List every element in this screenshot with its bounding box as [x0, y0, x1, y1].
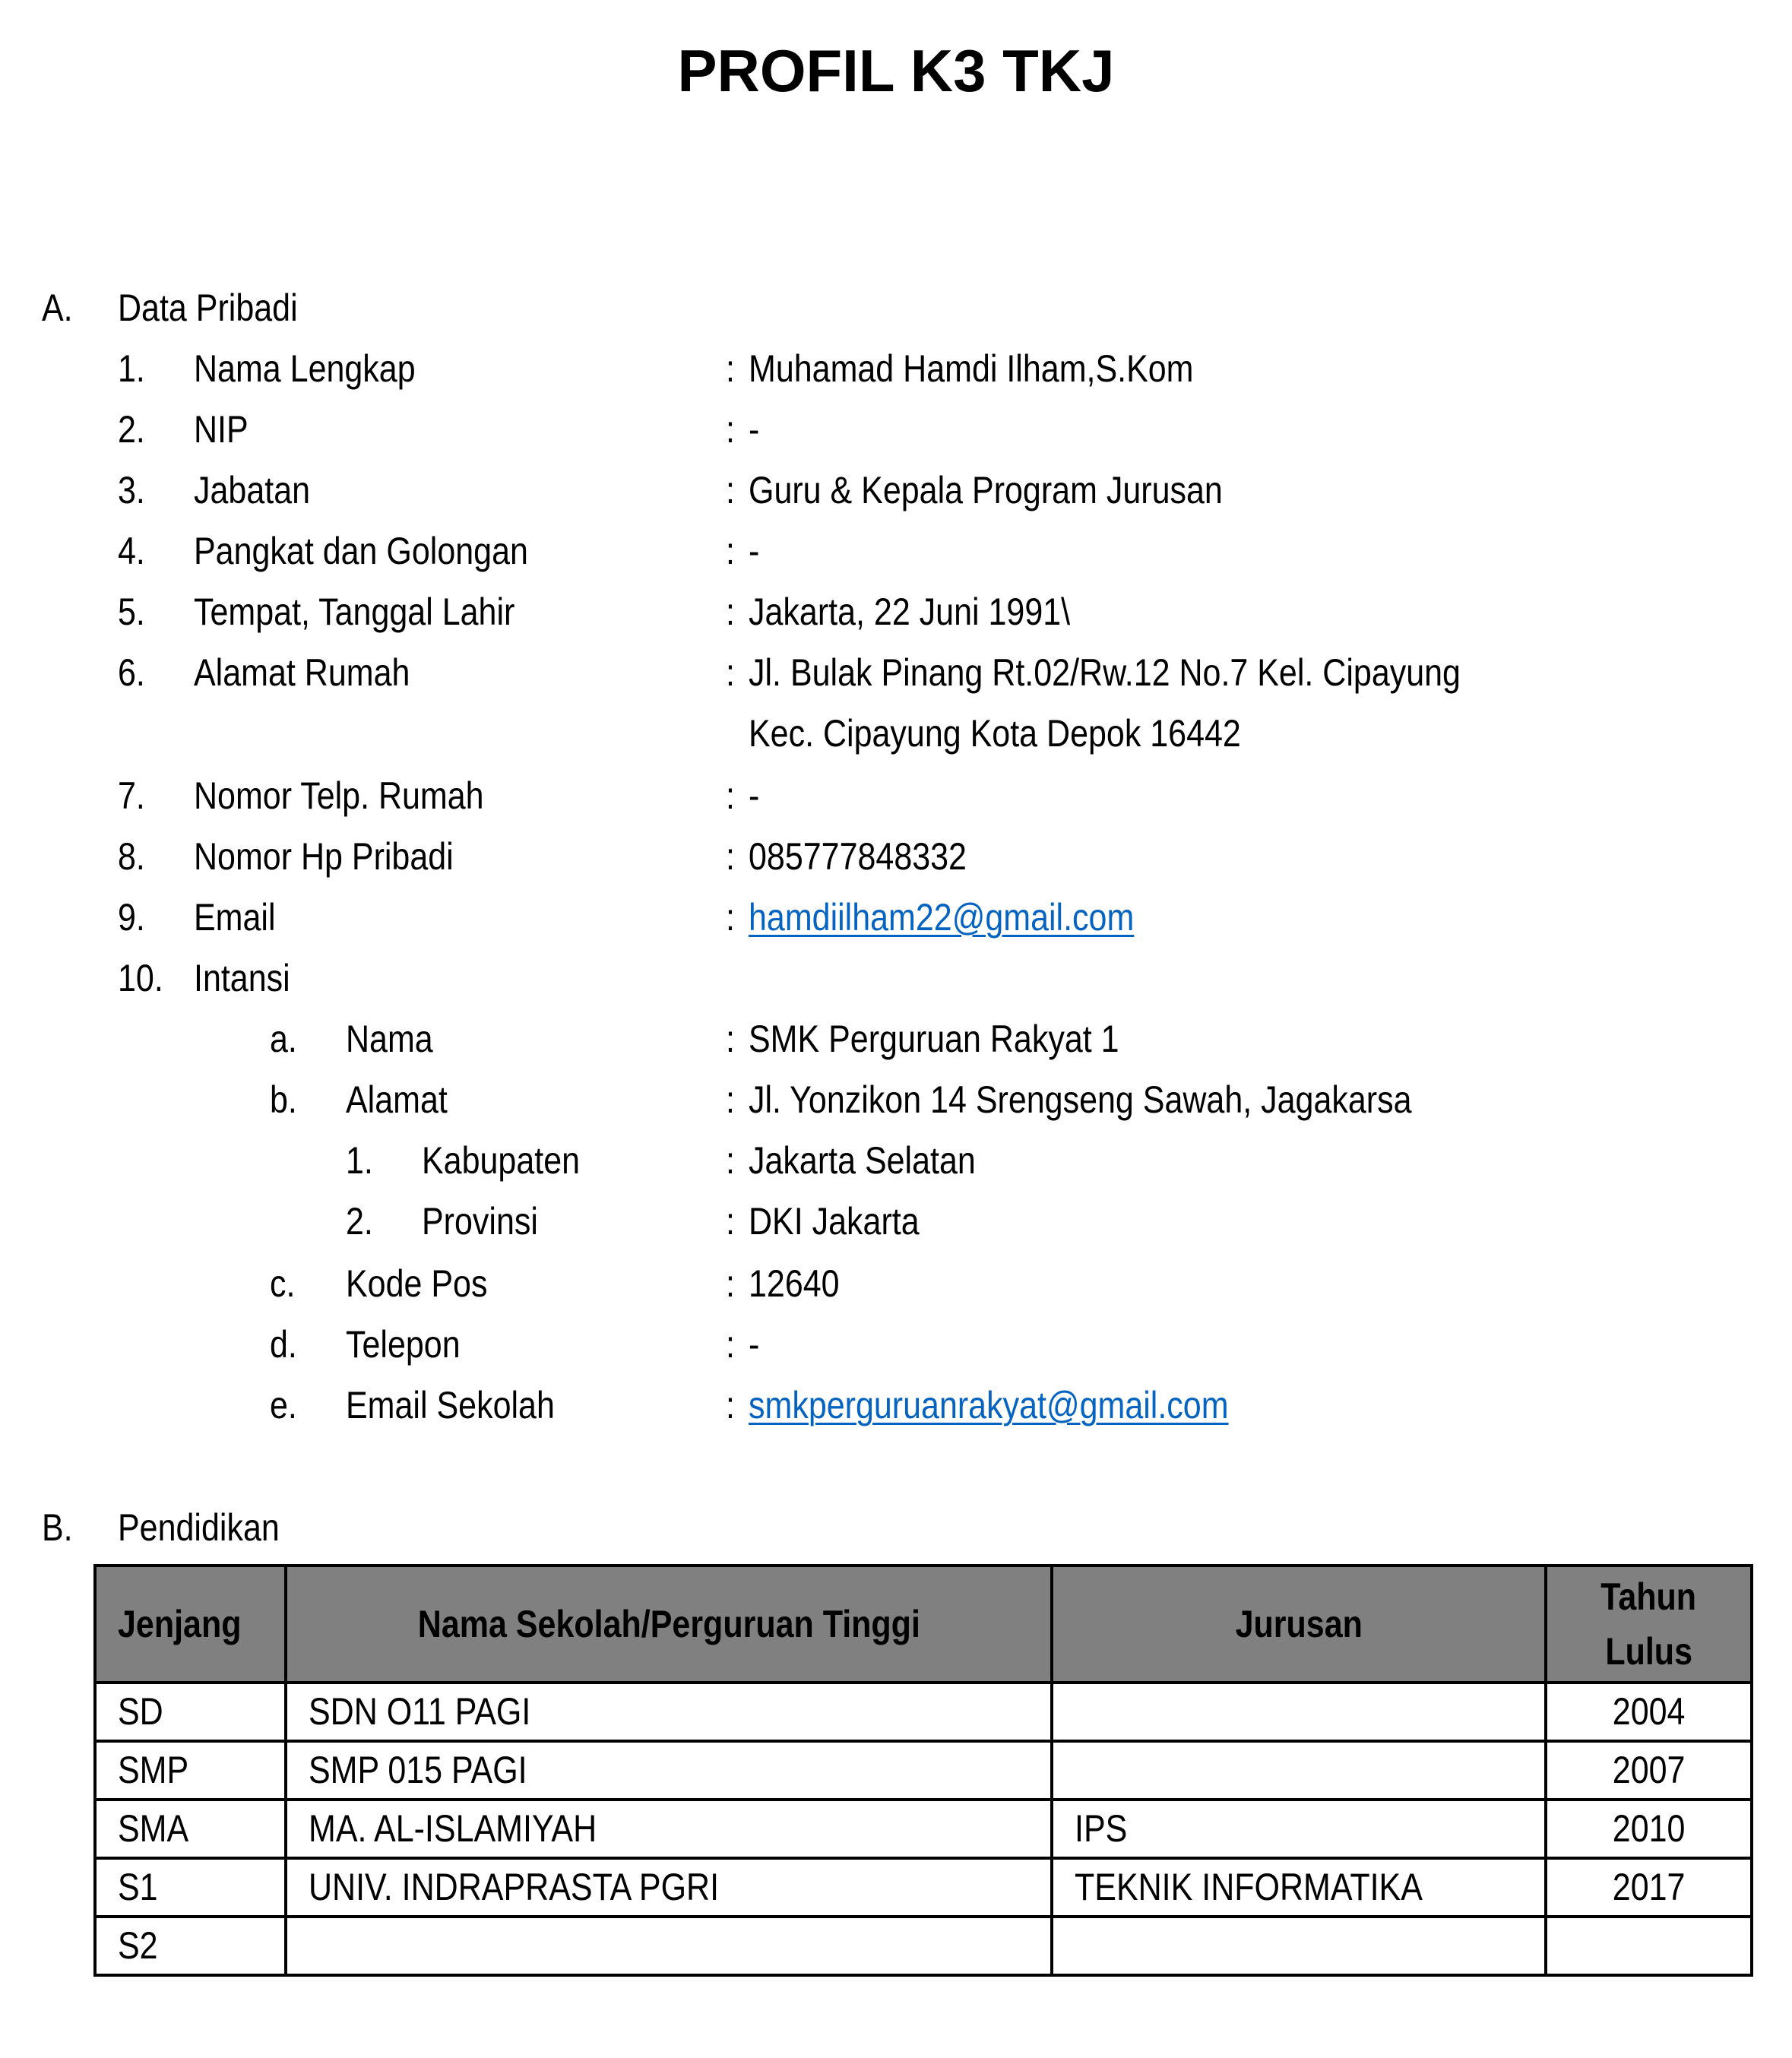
- item-number: 4.: [118, 530, 145, 572]
- header-jenjang: [95, 1566, 286, 1683]
- table-row: [95, 1858, 1752, 1917]
- section-b-title: Pendidikan: [118, 1506, 280, 1549]
- item-colon: :: [726, 835, 735, 878]
- cell-text: S2: [118, 1924, 158, 1967]
- item-label: Intansi: [194, 957, 290, 999]
- cell-text: TEKNIK INFORMATIKA: [1075, 1866, 1423, 1908]
- item-label: Nomor Telp. Rumah: [194, 774, 484, 817]
- cell-text: SD: [118, 1690, 163, 1733]
- table-row: [95, 1741, 1752, 1800]
- item-colon: :: [726, 1139, 735, 1182]
- cell-text: 2004: [1612, 1690, 1686, 1733]
- item-number: 8.: [118, 835, 145, 878]
- item-colon: :: [726, 774, 735, 817]
- cell-text: SMA: [118, 1807, 189, 1850]
- item-colon: :: [726, 1384, 735, 1426]
- item-number: 6.: [118, 651, 145, 694]
- item-value: Jakarta, 22 Juni 1991\: [749, 590, 1071, 633]
- item-colon: :: [726, 1200, 735, 1243]
- sub-item-label: Alamat: [346, 1078, 448, 1121]
- item-number: 10.: [118, 957, 163, 999]
- sub-item-letter: b.: [270, 1078, 297, 1121]
- cell-tahun: [1546, 1858, 1752, 1917]
- item-value: -: [749, 530, 760, 572]
- cell-jenjang: [95, 1800, 286, 1858]
- item-label: Jabatan: [194, 469, 311, 511]
- sub-item-value: SMK Perguruan Rakyat 1: [749, 1018, 1119, 1060]
- sub-item-value: 12640: [749, 1262, 840, 1305]
- cell-tahun: [1546, 1800, 1752, 1858]
- item-value: -: [749, 774, 760, 817]
- header-nama-sekolah: [286, 1566, 1052, 1683]
- item-colon: :: [726, 408, 735, 451]
- cell-sekolah: [286, 1741, 1052, 1800]
- item-colon: :: [726, 1078, 735, 1121]
- cell-text: IPS: [1075, 1807, 1128, 1850]
- email-link[interactable]: hamdiilham22@gmail.com: [749, 896, 1135, 939]
- cell-jurusan: [1052, 1917, 1546, 1975]
- cell-text: UNIV. INDRAPRASTA PGRI: [309, 1866, 720, 1908]
- item-label: Alamat Rumah: [194, 651, 410, 694]
- cell-jurusan: [1052, 1858, 1546, 1917]
- header-label-line1: Tahun: [1600, 1575, 1697, 1618]
- header-tahun-lulus: [1546, 1566, 1752, 1683]
- cell-jenjang: [95, 1741, 286, 1800]
- cell-jenjang: [95, 1683, 286, 1741]
- cell-text: SMP: [118, 1749, 189, 1791]
- item-label: NIP: [194, 408, 249, 451]
- item-number: 9.: [118, 896, 145, 939]
- header-label-line2: Lulus: [1605, 1630, 1692, 1673]
- cell-text: SDN O11 PAGI: [309, 1690, 531, 1733]
- table-row: [95, 1800, 1752, 1858]
- item-colon: :: [726, 651, 735, 694]
- item-colon: :: [726, 347, 735, 390]
- sub-item-label: Kabupaten: [422, 1139, 581, 1182]
- sub-item-letter: e.: [270, 1384, 297, 1426]
- item-colon: :: [726, 896, 735, 939]
- cell-text: MA. AL-ISLAMIYAH: [309, 1807, 597, 1850]
- sub-item-label: Nama: [346, 1018, 433, 1060]
- item-number: 1.: [118, 347, 145, 390]
- sub-item-letter: d.: [270, 1323, 297, 1366]
- item-value: Muhamad Hamdi Ilham,S.Kom: [749, 347, 1194, 390]
- table-row: [95, 1917, 1752, 1975]
- cell-tahun: [1546, 1741, 1752, 1800]
- cell-text: S1: [118, 1866, 158, 1908]
- sub-sub-item-number: 1.: [346, 1139, 373, 1182]
- item-label: Nama Lengkap: [194, 347, 416, 390]
- cell-text: 2007: [1612, 1749, 1686, 1791]
- item-number: 7.: [118, 774, 145, 817]
- sub-item-label: Kode Pos: [346, 1262, 488, 1305]
- cell-sekolah: [286, 1917, 1052, 1975]
- cell-tahun: [1546, 1917, 1752, 1975]
- item-value-continuation: Kec. Cipayung Kota Depok 16442: [749, 712, 1241, 755]
- table-row: [95, 1683, 1752, 1741]
- section-b-marker: B.: [42, 1506, 73, 1549]
- sub-item-letter: c.: [270, 1262, 296, 1305]
- header-jurusan: [1052, 1566, 1546, 1683]
- item-colon: :: [726, 1323, 735, 1366]
- cell-sekolah: [286, 1800, 1052, 1858]
- item-number: 2.: [118, 408, 145, 451]
- item-number: 3.: [118, 469, 145, 511]
- item-colon: :: [726, 530, 735, 572]
- cell-text: 2017: [1612, 1866, 1686, 1908]
- cell-text: 2010: [1612, 1807, 1686, 1850]
- item-colon: :: [726, 1262, 735, 1305]
- cell-jenjang: [95, 1858, 286, 1917]
- item-colon: :: [726, 590, 735, 633]
- sub-item-label: Telepon: [346, 1323, 461, 1366]
- item-label: Tempat, Tanggal Lahir: [194, 590, 515, 633]
- education-table: [93, 1564, 1753, 1977]
- sub-item-label: Provinsi: [422, 1200, 538, 1243]
- sub-sub-item-number: 2.: [346, 1200, 373, 1243]
- sub-item-letter: a.: [270, 1018, 297, 1060]
- cell-jurusan: [1052, 1741, 1546, 1800]
- sub-item-value: Jl. Yonzikon 14 Srengseng Sawah, Jagakarsa: [749, 1078, 1412, 1121]
- document-title: PROFIL K3 TKJ: [677, 37, 1115, 104]
- item-number: 5.: [118, 590, 145, 633]
- school-email-link[interactable]: smkperguruanrakyat@gmail.com: [749, 1384, 1229, 1426]
- item-colon: :: [726, 1018, 735, 1060]
- item-label: Email: [194, 896, 276, 939]
- cell-jenjang: [95, 1917, 286, 1975]
- cell-text: SMP 015 PAGI: [309, 1749, 527, 1791]
- section-a-title: Data Pribadi: [118, 287, 298, 329]
- cell-jurusan: [1052, 1800, 1546, 1858]
- item-value: -: [749, 408, 760, 451]
- item-value: 085777848332: [749, 835, 967, 878]
- header-label: Nama Sekolah/Perguruan Tinggi: [417, 1603, 920, 1645]
- item-label: Pangkat dan Golongan: [194, 530, 528, 572]
- cell-sekolah: [286, 1858, 1052, 1917]
- section-a-marker: A.: [42, 287, 73, 329]
- item-colon: :: [726, 469, 735, 511]
- header-label: Jurusan: [1235, 1603, 1363, 1645]
- cell-jurusan: [1052, 1683, 1546, 1741]
- item-value: Jl. Bulak Pinang Rt.02/Rw.12 No.7 Kel. Cipayung: [749, 651, 1461, 694]
- table-header-row: [95, 1566, 1752, 1683]
- header-label: Jenjang: [118, 1603, 242, 1645]
- sub-item-value: -: [749, 1323, 760, 1366]
- sub-item-label: Email Sekolah: [346, 1384, 555, 1426]
- item-value: Guru & Kepala Program Jurusan: [749, 469, 1223, 511]
- item-label: Nomor Hp Pribadi: [194, 835, 454, 878]
- cell-sekolah: [286, 1683, 1052, 1741]
- sub-item-value: Jakarta Selatan: [749, 1139, 976, 1182]
- cell-tahun: [1546, 1683, 1752, 1741]
- sub-item-value: DKI Jakarta: [749, 1200, 920, 1243]
